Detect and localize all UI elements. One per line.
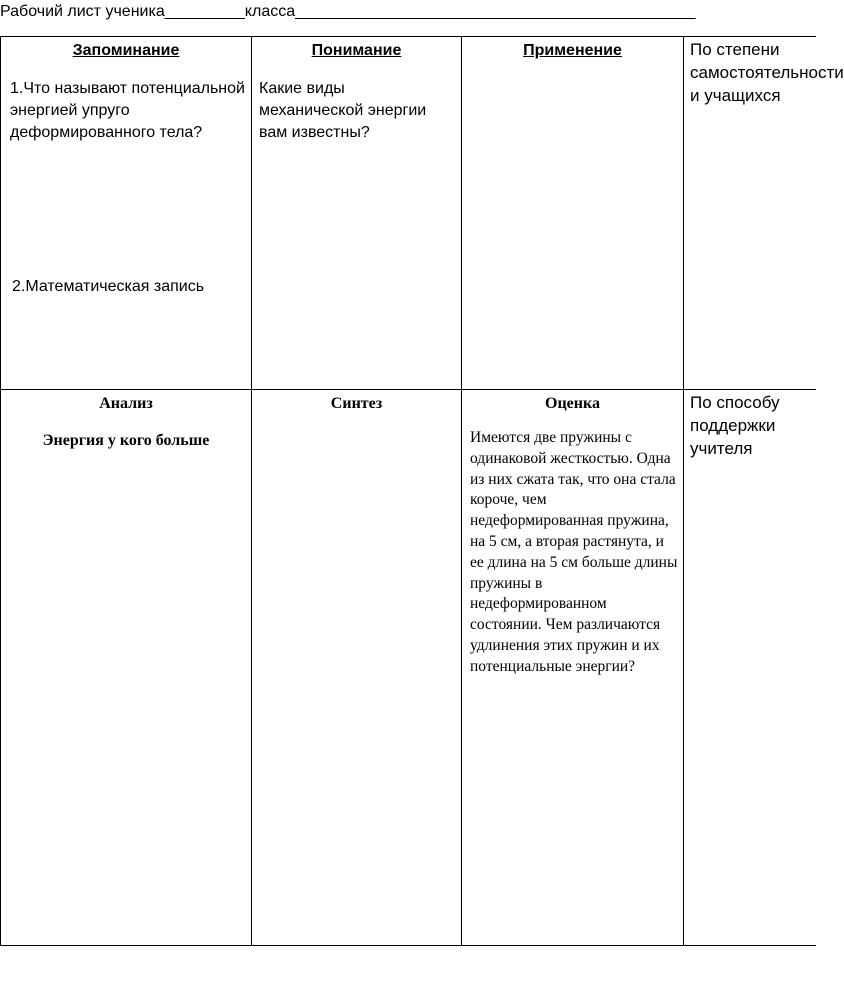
cell-apply bbox=[462, 40, 683, 388]
cell-remember bbox=[1, 40, 251, 388]
side-label-line-2: самостоятельности bbox=[690, 63, 844, 82]
synthesize-title: Синтез bbox=[330, 395, 383, 412]
cell-side-support bbox=[684, 391, 816, 943]
cell-understand bbox=[252, 40, 461, 388]
side-support-line-1: По способу bbox=[690, 393, 780, 412]
analyze-title: Анализ bbox=[99, 395, 153, 412]
table-border-top bbox=[0, 36, 816, 37]
cell-analyze bbox=[1, 393, 251, 943]
evaluate-title: Оценка bbox=[545, 395, 600, 412]
cell-side-independence bbox=[684, 38, 844, 388]
table-row-divider bbox=[0, 389, 816, 390]
understand-title: Понимание bbox=[311, 42, 402, 59]
side-label-line-1: По степени bbox=[690, 40, 780, 59]
analyze-subtitle: Энергия у кого больше bbox=[42, 432, 210, 449]
side-label-line-3: и учащихся bbox=[690, 86, 781, 105]
side-support-line-2: поддержки bbox=[690, 416, 776, 435]
worksheet-header: Рабочий лист ученика_________класса_____________________________________________ bbox=[0, 3, 696, 20]
evaluate-question: Имеются две пружины с одинаковой жесткостью. Одна из них сжата так, что она стала короче, чем недеформированная пружина, на 5 см, а вторая растянута, и ее длина на 5 см больше длины пружины в недеформированном состоянии. Чем различаются удлинения этих пружин и их потенциальные энергии? bbox=[470, 429, 678, 675]
apply-title: Применение bbox=[523, 42, 622, 59]
understand-question: Какие виды механической энергии вам известны? bbox=[259, 80, 427, 141]
cell-synthesize bbox=[252, 393, 461, 943]
remember-title: Запоминание bbox=[72, 42, 180, 59]
remember-question-1: 1.Что называют потенциальной энергией упруго деформированного тела? bbox=[10, 80, 245, 141]
cell-evaluate bbox=[462, 393, 683, 943]
table-border-bottom bbox=[0, 945, 816, 946]
remember-question-2: 2.Математическая запись bbox=[12, 278, 205, 295]
side-support-line-3: учителя bbox=[690, 439, 753, 458]
